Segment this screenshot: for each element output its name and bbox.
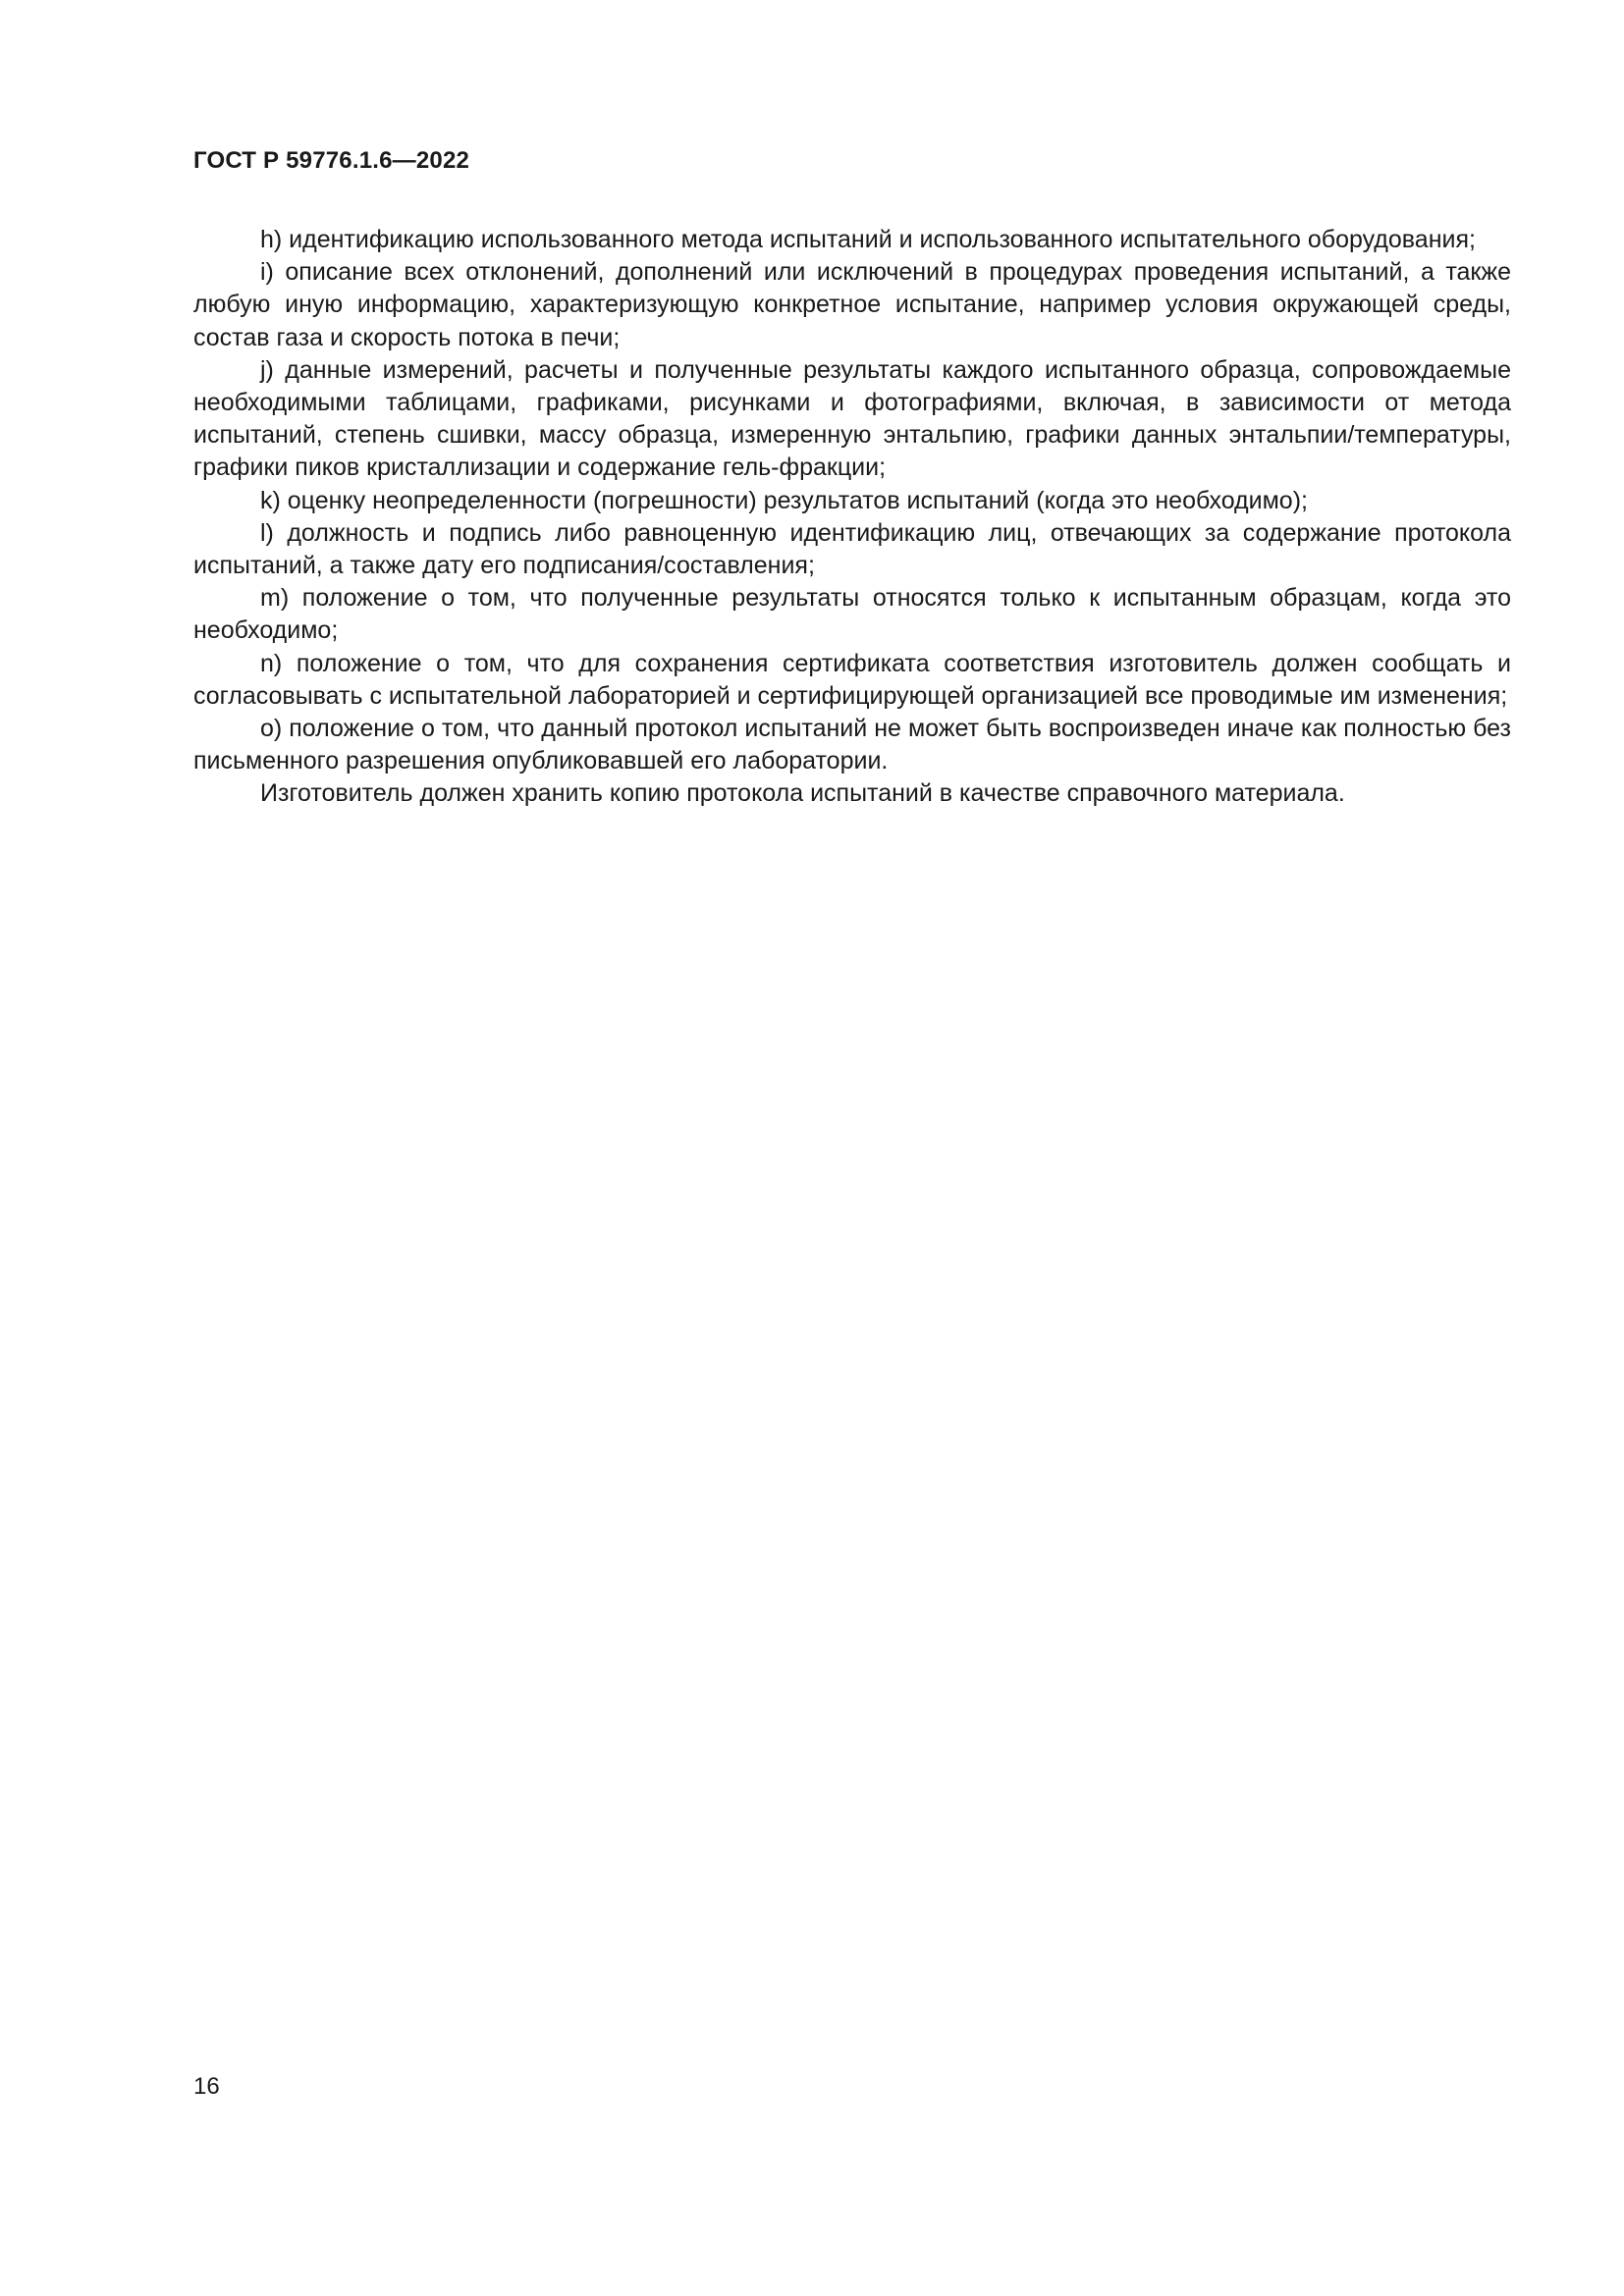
paragraph-item-h: h) идентификацию использованного метода испытаний и использованного испытательного оборудования; xyxy=(260,226,1476,253)
paragraph-item-l: l) должность и подпись либо равноценную идентификацию лиц, отвечающих за содержание протокола испытаний, а также дату его подписания/составления; xyxy=(193,518,1511,580)
page-number: 16 xyxy=(193,2073,220,2100)
body-text xyxy=(193,224,1511,811)
paragraph-item-i: i) описание всех отклонений, дополнений или исключений в процедурах проведения испытаний, а также любую иную информацию, характеризующую конкретное испытание, например условия окружающей среды, состав газа и скорость потока в печи; xyxy=(193,258,1511,351)
standard-header: ГОСТ Р 59776.1.6—2022 xyxy=(193,147,470,174)
closing-paragraph: Изготовитель должен хранить копию протокола испытаний в качестве справочного материала. xyxy=(260,779,1345,808)
paragraph-item-n: n) положение о том, что для сохранения сертификата соответствия изготовитель должен сообщать и согласовывать с испытательной лабораторией и сертифицирующей организацией все проводимые им изменения; xyxy=(193,649,1511,710)
paragraph-item-k: k) оценку неопределенности (погрешности) результатов испытаний (когда это необходимо); xyxy=(260,486,1308,514)
paragraph-item-j: j) данные измерений, расчеты и полученные результаты каждого испытанного образца, сопровождаемые необходимыми таблицами, графиками, рисунками и фотографиями, включая, в зависимости от метода испытаний, степень сшивки, массу образца, измеренную энтальпию, графики данных энтальпии/температуры, графики пиков кристаллизации и содержание гель-фракции; xyxy=(193,355,1511,482)
paragraph-item-m: m) положение о том, что полученные результаты относятся только к испытанным образцам, когда это необходимо; xyxy=(193,584,1511,645)
paragraph-item-o: o) положение о том, что данный протокол испытаний не может быть воспроизведен иначе как полностью без письменного разрешения опубликовавшей его лаборатории. xyxy=(193,715,1511,775)
